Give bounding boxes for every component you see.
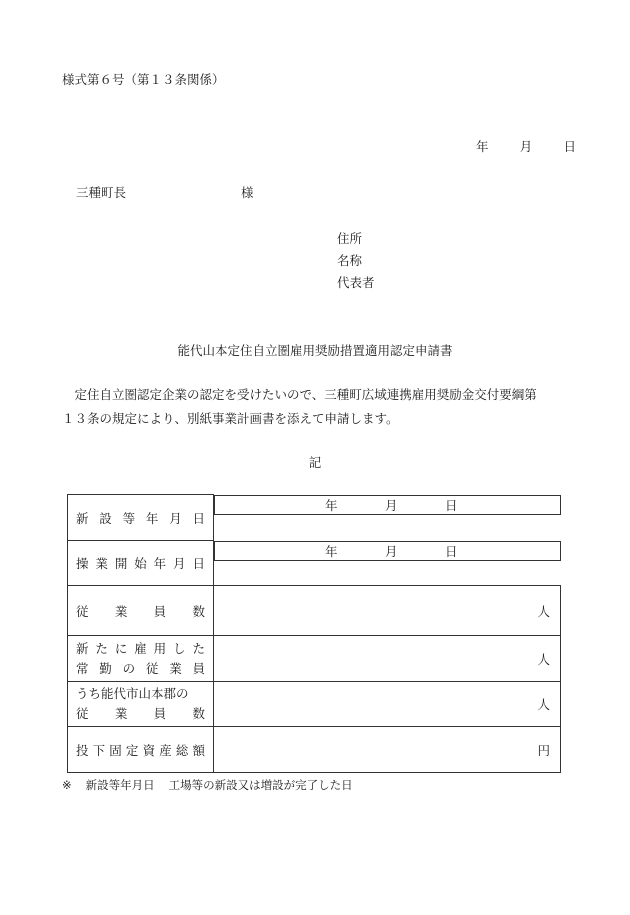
label-line: [76, 554, 205, 572]
date-month-label: 月: [519, 139, 533, 154]
label-char: に: [114, 640, 128, 656]
label-char: 年: [153, 556, 167, 571]
label-char: 固: [109, 742, 122, 758]
table-row: [68, 495, 561, 541]
footnote-mark: ※: [62, 778, 72, 792]
addressee-name: 三種町長: [76, 185, 127, 200]
footnote-description: 工場等の新設又は増設が完了した日: [168, 778, 353, 792]
label-line: うち能代市山本郡の: [76, 686, 189, 701]
value-year-label: 年: [325, 543, 338, 559]
label-char: 員: [153, 603, 167, 619]
table-row: [68, 586, 561, 636]
label-char: 資: [142, 742, 156, 758]
row-value-establishment-date[interactable]: [214, 495, 561, 515]
applicant-address-label: 住所: [337, 231, 363, 246]
table-row: [68, 541, 561, 586]
label-char: 開: [114, 556, 128, 571]
label-char: 年: [145, 510, 159, 526]
label-char: 従: [76, 706, 89, 721]
row-label-establishment-date: [68, 495, 214, 541]
footnote-term: 新設等年月日: [85, 778, 155, 792]
row-label-employee-count: [68, 586, 214, 636]
label-char: 用: [153, 640, 167, 656]
label-char: 常: [76, 660, 89, 676]
label-char: 月: [173, 556, 186, 571]
application-table: [67, 494, 561, 773]
label-char: 従: [145, 660, 159, 676]
label-char: 業: [95, 556, 108, 571]
row-label-local-employees: [68, 682, 214, 727]
body-line-2: １３条の規定により、別紙事業計画書を添えて申請します。: [62, 411, 399, 426]
row-label-operation-start-date: [68, 541, 214, 586]
addressee-honorific: 様: [241, 185, 254, 200]
unit-label: 人: [537, 651, 550, 667]
label-line: [76, 659, 205, 679]
label-char: 額: [192, 742, 205, 758]
label-char: 新: [76, 640, 89, 656]
label-char: 員: [192, 660, 205, 676]
value-year-label: 年: [325, 497, 338, 513]
date-year-label: 年: [476, 139, 489, 154]
label-char: 設: [99, 510, 112, 526]
body-text: [62, 383, 592, 431]
label-char: 新: [76, 510, 89, 526]
document-title: 能代山本定住自立圏雇用奨励措置適用認定申請書: [177, 343, 453, 358]
label-char: た: [192, 640, 205, 656]
applicant-block: [337, 228, 375, 294]
table-row: [68, 682, 561, 727]
label-char: 業: [169, 660, 182, 676]
label-line: [76, 602, 205, 620]
label-char: 下: [92, 742, 106, 758]
label-char: 総: [175, 742, 189, 758]
label-char: 雇: [134, 640, 147, 656]
row-value-employee-count[interactable]: [214, 586, 561, 636]
label-char: 業: [114, 706, 128, 721]
label-line: [76, 639, 205, 659]
label-char: 員: [153, 706, 167, 721]
ki-heading: 記: [308, 455, 322, 470]
applicant-name-label: 名称: [337, 253, 363, 268]
label-char: 数: [192, 706, 205, 721]
row-label-newly-hired-fulltime: [68, 636, 214, 682]
row-label-fixed-asset-investment: [68, 727, 214, 773]
body-line-1: 定住自立圏認定企業の認定を受けたいので、三種町広域連携雇用奨励金交付要綱第: [62, 387, 537, 402]
value-month-label: 月: [385, 497, 398, 513]
label-line: [76, 704, 205, 724]
label-char: 産: [159, 742, 172, 758]
label-char: 投: [76, 742, 89, 758]
date-line: [476, 137, 576, 155]
row-value-fixed-asset-investment[interactable]: [214, 727, 561, 773]
footnote: [62, 777, 353, 793]
label-line: [76, 741, 205, 759]
form-number: 様式第６号（第１３条関係）: [62, 72, 225, 87]
unit-label: 人: [537, 603, 550, 619]
label-char: 勤: [99, 660, 112, 676]
label-char: 日: [192, 556, 205, 571]
label-char: 操: [76, 556, 89, 571]
addressee: [76, 183, 254, 201]
table-row: [68, 727, 561, 773]
unit-label: 円: [537, 742, 550, 758]
label-char: 業: [114, 603, 128, 619]
value-month-label: 月: [385, 543, 398, 559]
label-char: 始: [134, 556, 147, 571]
table-row: [68, 636, 561, 682]
applicant-representative-label: 代表者: [337, 275, 375, 290]
label-char: た: [95, 640, 108, 656]
date-day-label: 日: [563, 139, 576, 154]
label-char: 月: [169, 510, 182, 526]
label-char: 等: [122, 510, 136, 526]
value-day-label: 日: [445, 543, 458, 559]
label-char: し: [173, 640, 186, 656]
row-value-operation-start-date[interactable]: [214, 541, 561, 561]
row-value-newly-hired-fulltime[interactable]: [214, 636, 561, 682]
row-value-local-employees[interactable]: [214, 682, 561, 727]
label-char: 日: [192, 510, 205, 526]
value-day-label: 日: [445, 497, 458, 513]
label-char: 定: [125, 742, 139, 758]
label-line: [76, 509, 205, 527]
label-char: の: [122, 660, 136, 676]
label-char: 数: [192, 603, 205, 619]
unit-label: 人: [537, 697, 550, 712]
label-char: 従: [76, 603, 89, 619]
